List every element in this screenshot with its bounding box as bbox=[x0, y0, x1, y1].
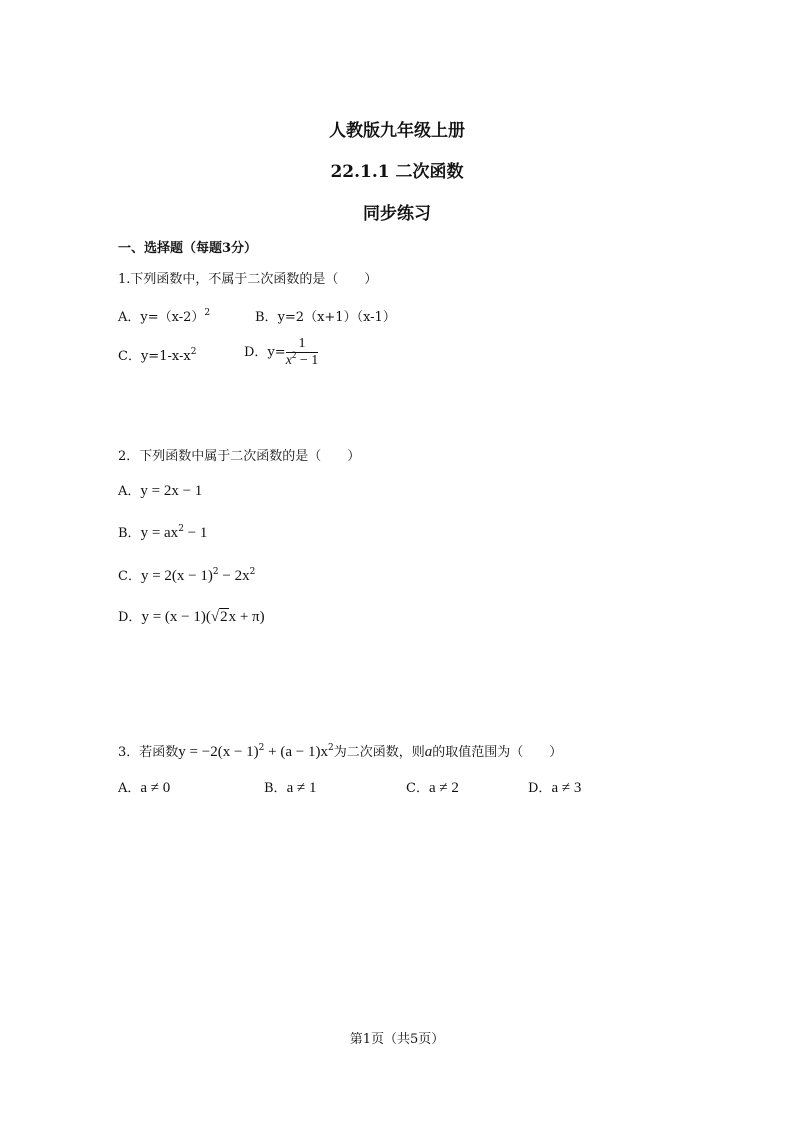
formula-tail: − 1 bbox=[183, 525, 208, 541]
doc-title-line1: 人教版九年级上册 bbox=[329, 121, 465, 141]
option-label: D． bbox=[118, 610, 142, 625]
sqrt-sign: √ bbox=[210, 609, 220, 625]
option-label: A． bbox=[118, 781, 141, 796]
option-label: A． bbox=[118, 310, 141, 325]
question-3-option-b bbox=[264, 777, 316, 797]
formula: y = 2x − 1 bbox=[140, 483, 203, 499]
question-2-option-c bbox=[118, 565, 255, 585]
section-title: 一、选择题（每题3分） bbox=[118, 241, 258, 256]
stem-prefix: 3．若函数 bbox=[118, 745, 179, 760]
doc-title-line3: 同步练习 bbox=[363, 204, 431, 224]
stem-mid: 为二次函数，则 bbox=[333, 745, 425, 760]
exponent: 2 bbox=[212, 567, 219, 577]
formula: a ≠ 1 bbox=[286, 780, 317, 796]
question-3-option-a bbox=[118, 777, 170, 797]
question-2-option-a bbox=[118, 480, 202, 500]
variable: a bbox=[424, 744, 433, 760]
question-1-option-d bbox=[244, 336, 318, 369]
exponent: 2 bbox=[190, 347, 197, 357]
den-exponent: 2 bbox=[291, 350, 297, 360]
option-label: D． bbox=[528, 781, 552, 796]
fraction-numerator: 1 bbox=[286, 336, 319, 353]
exponent: 2 bbox=[204, 308, 211, 318]
option-label: C． bbox=[118, 569, 141, 584]
page-footer: 第1页（共5页） bbox=[349, 1032, 445, 1047]
option-text: y=（x-2） bbox=[140, 310, 205, 325]
option-label: D． bbox=[244, 345, 268, 360]
formula: y = −2(x − 1) bbox=[178, 744, 259, 760]
fraction bbox=[286, 336, 319, 369]
formula: a ≠ 3 bbox=[551, 780, 582, 796]
formula: a ≠ 0 bbox=[140, 780, 171, 796]
option-text: y=1-x-x bbox=[140, 349, 191, 364]
exponent: 2 bbox=[327, 743, 334, 753]
exponent: 2 bbox=[249, 567, 256, 577]
formula: y = (x − 1)( bbox=[141, 609, 211, 625]
question-1-option-b bbox=[255, 306, 396, 325]
option-text: y=2（x+1）（x-1） bbox=[277, 310, 396, 325]
den-tail: − 1 bbox=[296, 353, 319, 368]
question-2-option-b bbox=[118, 522, 207, 542]
formula-tail: x + π) bbox=[228, 609, 265, 625]
formula-cont: + (a − 1)x bbox=[264, 744, 328, 760]
formula: y = 2(x − 1) bbox=[140, 568, 213, 584]
formula-mid: − 2x bbox=[218, 568, 250, 584]
question-3-option-d bbox=[528, 777, 581, 797]
formula: a ≠ 2 bbox=[428, 780, 459, 796]
den-var: x bbox=[285, 353, 292, 368]
question-1-option-c bbox=[118, 345, 196, 364]
option-label: B． bbox=[255, 310, 278, 325]
option-label: B． bbox=[118, 526, 141, 541]
option-label: C． bbox=[406, 781, 429, 796]
option-text: y= bbox=[267, 345, 286, 360]
option-label: C． bbox=[118, 349, 141, 364]
option-label: A． bbox=[118, 484, 141, 499]
question-2-option-d bbox=[118, 606, 265, 626]
question-1-option-a bbox=[118, 306, 210, 325]
exponent: 2 bbox=[258, 743, 265, 753]
question-3-option-c bbox=[406, 777, 459, 797]
doc-title-line2: 22.1.1 二次函数 bbox=[330, 162, 464, 182]
exponent: 2 bbox=[178, 524, 184, 534]
sqrt-radicand: 2 bbox=[220, 609, 228, 625]
option-label: B． bbox=[264, 781, 287, 796]
formula: y = ax bbox=[140, 525, 179, 541]
stem-suffix: 的取值范围为（ ） bbox=[432, 745, 563, 760]
fraction-denominator bbox=[285, 350, 319, 369]
question-1-stem: 1.下列函数中，不属于二次函数的是（ ） bbox=[118, 272, 378, 287]
question-3-stem bbox=[118, 741, 562, 761]
question-2-stem: 2．下列函数中属于二次函数的是（ ） bbox=[118, 449, 361, 464]
